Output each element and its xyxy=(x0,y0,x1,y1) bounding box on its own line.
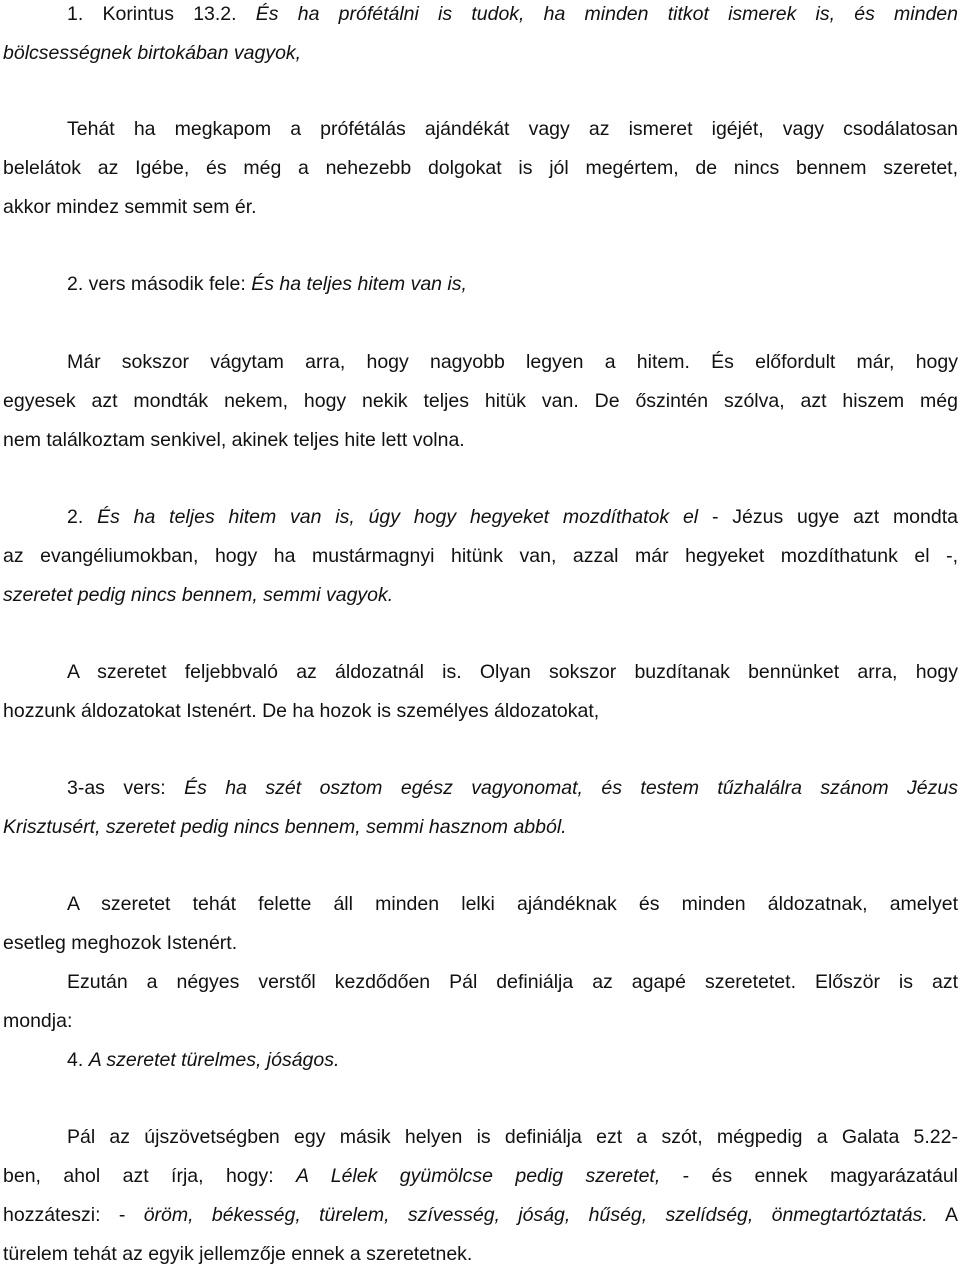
text-line: nem találkoztam senkivel, akinek teljes hite lett volna. xyxy=(3,429,465,451)
text-line: Tehát ha megkapom a prófétálás ajándékát vagy az ismeret igéjét, vagy csodálatosan xyxy=(67,118,958,140)
text-line xyxy=(3,265,958,304)
paragraph-explanation-1 xyxy=(3,110,958,227)
text-line xyxy=(3,1041,958,1080)
quote-text: És ha szét osztom egész vagyonomat, és testem tűzhalálra szánom Jézus xyxy=(184,777,958,799)
verse-reference: 1. Korintus 13.2. xyxy=(67,3,256,25)
text-line: mondja: xyxy=(3,1010,73,1032)
text-line xyxy=(3,576,958,615)
text-line xyxy=(3,769,958,808)
quote-text: szeretet pedig nincs bennem, semmi vagyok. xyxy=(3,584,394,606)
text-line: Már sokszor vágytam arra, hogy nagyobb legyen a hitem. És előfordult már, hogy xyxy=(67,351,958,373)
paragraph-love-above xyxy=(3,885,958,963)
text-span: A xyxy=(927,1204,958,1226)
text-line xyxy=(3,808,958,847)
quote-text: A szeretet türelmes, jóságos. xyxy=(88,1049,340,1071)
quote-text: És ha prófétálni is tudok, ha minden titkot ismerek is, és minden xyxy=(255,3,958,25)
text-line xyxy=(3,1196,958,1235)
quote-text: öröm, békesség, türelem, szívesség, jóság, hűség, szelídség, önmegtartóztatás. xyxy=(143,1204,928,1226)
verse-reference: 3-as vers: xyxy=(67,777,185,799)
text-span: hozzáteszi: - xyxy=(3,1204,144,1226)
text-line xyxy=(3,34,958,73)
text-line: az evangéliumokban, hogy ha mustármagnyi hitünk van, azzal már hegyeket mozdíthatunk el -, xyxy=(3,545,958,567)
quote-text: A Lélek gyümölcse pedig szeretet, xyxy=(296,1165,661,1187)
quote-text: És ha teljes hitem van is, xyxy=(251,273,467,295)
text-line: Pál az újszövetségben egy másik helyen is definiálja ezt a szót, mégpedig a Galata 5.22- xyxy=(67,1126,958,1148)
paragraph-sacrifice xyxy=(3,653,958,731)
text-line: akkor mindez semmit sem ér. xyxy=(3,196,257,218)
text-line: belelátok az Igébe, és még a nehezebb dolgokat is jól megértem, de nincs bennem szeretet, xyxy=(3,157,958,179)
paragraph-faith xyxy=(3,343,958,460)
verse-reference: 2. xyxy=(67,506,98,528)
verse-reference: 4. xyxy=(67,1049,89,1071)
paragraph-verse-4 xyxy=(3,1041,958,1080)
text-line xyxy=(3,498,958,537)
paragraph-verse-2-heading xyxy=(3,265,958,304)
text-line: A szeretet tehát felette áll minden lelki ajándéknak és minden áldozatnak, amelyet xyxy=(67,893,958,915)
text-span: - és ennek magyarázatául xyxy=(660,1165,958,1187)
text-span: ben, ahol azt írja, hogy: xyxy=(3,1165,297,1187)
text-line xyxy=(3,1157,958,1196)
paragraph-verse-3 xyxy=(3,769,958,847)
quote-text: bölcsességnek birtokában vagyok, xyxy=(3,42,302,64)
text-line xyxy=(3,0,958,34)
paragraph-galatians xyxy=(3,1118,958,1274)
text-line: egyesek azt mondták nekem, hogy nekik teljes hitük van. De őszintén szólva, azt hiszem még xyxy=(3,390,958,412)
quote-text: Krisztusért, szeretet pedig nincs bennem, semmi hasznom abból. xyxy=(3,816,567,838)
text-line: esetleg meghozok Istenért. xyxy=(3,932,238,954)
text-line: hozzunk áldozatokat Istenért. De ha hozok is személyes áldozatokat, xyxy=(3,700,600,722)
verse-reference: 2. vers második fele: xyxy=(67,273,252,295)
text-line: A szeretet feljebbvaló az áldozatnál is. Olyan sokszor buzdítanak bennünket arra, hogy xyxy=(67,661,958,683)
text-span: - Jézus ugye azt mondta xyxy=(698,506,958,528)
quote-text: És ha teljes hitem van is, úgy hogy hegyeket mozdíthatok el xyxy=(97,506,699,528)
paragraph-korintus-quote xyxy=(3,0,958,73)
paragraph-agape xyxy=(3,963,958,1041)
text-line: türelem tehát az egyik jellemzője ennek a szeretetnek. xyxy=(3,1243,473,1265)
text-line: Ezután a négyes verstől kezdődően Pál definiálja az agapé szeretetet. Először is azt xyxy=(67,971,958,993)
paragraph-mountains xyxy=(3,498,958,615)
